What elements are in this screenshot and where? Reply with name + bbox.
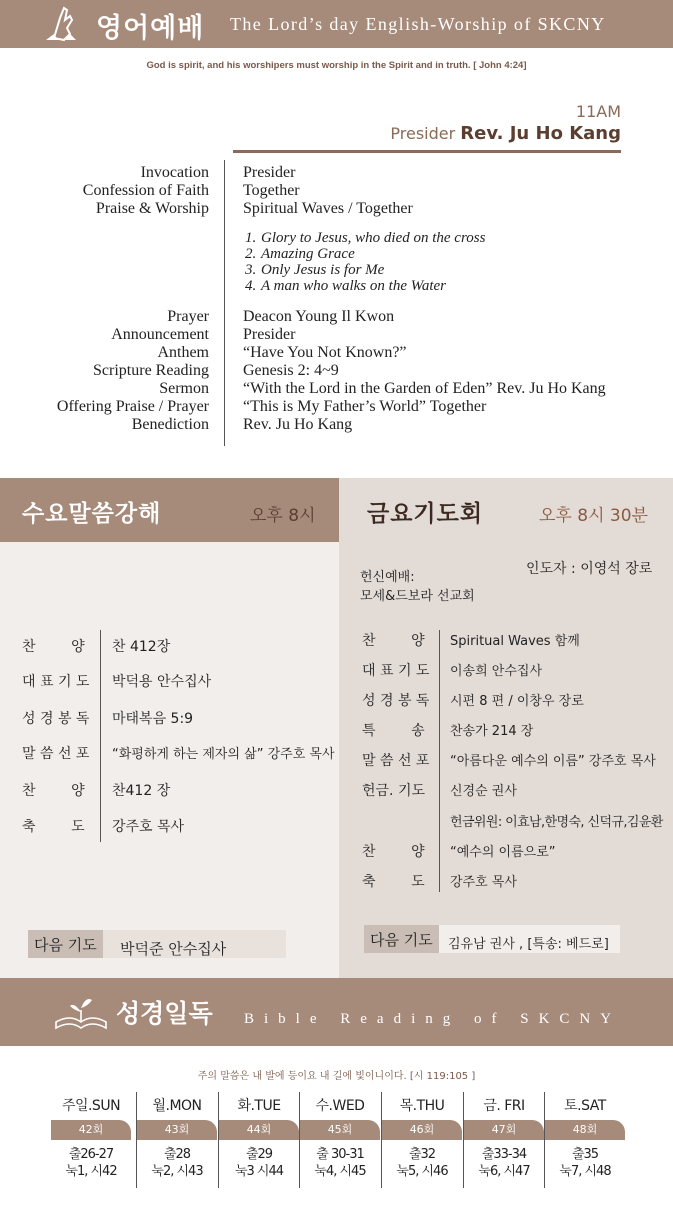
reading-line-2: 눅5, 시46 (396, 1164, 448, 1179)
wednesday-next-prayer (28, 930, 286, 958)
day-name: 금. FRI (483, 1098, 525, 1114)
order-leader: Together (243, 182, 300, 199)
reading-line-2: 눅6, 시47 (478, 1164, 530, 1179)
reading-day-thu (381, 1092, 463, 1192)
wed-row: 찬 양 (22, 783, 85, 799)
fri-row: 말 씀 선 포 (362, 753, 430, 769)
order-leader: Genesis 2: 4~9 (243, 362, 339, 379)
day-count: 44회 (219, 1120, 299, 1140)
next-prayer-label: 다음 기도 (364, 925, 439, 953)
reading-day-fri (463, 1092, 545, 1192)
presider-line (390, 123, 621, 144)
next-prayer-value: 김유남 권사 , [특송: 베드로] (448, 937, 609, 952)
wed-row-value: “화평하게 하는 제자의 삶” 강주호 목사 (112, 747, 335, 762)
reading-line-2: 눅3 시44 (234, 1164, 284, 1179)
order-items-bottom (57, 308, 209, 434)
wed-row: 말 씀 선 포 (22, 746, 90, 762)
friday-time: 오후 8시 30분 (539, 506, 648, 526)
order-leader: Presider (243, 164, 296, 181)
order-leaders-top (243, 164, 413, 218)
praying-hands-icon (40, 4, 84, 44)
day-name: 주일.SUN (61, 1098, 121, 1114)
fri-row: 성 경 봉 독 (362, 693, 430, 709)
reading-line-1: 출35 (571, 1147, 599, 1162)
wed-row-value: 박덕용 안수집사 (112, 674, 212, 690)
hymn-item: 2. Amazing Grace (245, 246, 355, 262)
bible-verse: 주의 말씀은 내 발에 등이요 내 길에 빛이니이다. [시 119:105 ] (197, 1071, 476, 1082)
reading-line-2: 눅2, 시43 (151, 1164, 203, 1179)
reading-day-mon (136, 1092, 218, 1192)
day-count: 48회 (545, 1120, 625, 1140)
order-items-top (83, 164, 209, 218)
day-name: 목.THU (399, 1098, 445, 1114)
friday-header (339, 478, 673, 542)
bible-reading-header (0, 978, 673, 1046)
order-leader: Presider (243, 326, 296, 343)
bible-reading-title-en: Bible Reading of SKCNY (244, 1011, 622, 1027)
service-time: 11AM (575, 102, 621, 121)
wednesday-divider (100, 630, 101, 842)
reading-line-2: 눅4, 시45 (314, 1164, 366, 1179)
fri-row-value: Spiritual Waves 함께 (450, 634, 580, 649)
reading-line-1: 출33-34 (481, 1147, 527, 1162)
order-leader: Deacon Young Il Kwon (243, 308, 395, 325)
day-count: 45회 (300, 1120, 380, 1140)
wed-row: 대 표 기 도 (22, 674, 90, 690)
order-leaders-bottom (243, 308, 606, 434)
fri-row-value: “아름다운 예수의 이름” 강주호 목사 (450, 754, 656, 769)
hymn-item: 1. Glory to Jesus, who died on the cross (245, 230, 486, 246)
fri-row-value: “예수의 이름으로” (450, 845, 556, 860)
reading-day-sat (544, 1092, 626, 1192)
bible-reading-title-ko: 성경일독 (116, 999, 213, 1028)
order-item: Anthem (157, 344, 209, 361)
friday-title: 금요기도회 (367, 501, 484, 527)
wednesday-header (0, 478, 339, 542)
hymn-item: 3. Only Jesus is for Me (245, 262, 385, 278)
presider-label: Presider (390, 124, 456, 143)
wed-row: 축 도 (22, 819, 85, 835)
order-item: Benediction (131, 416, 209, 433)
hymn-item: 4. A man who walks on the Water (245, 278, 447, 294)
day-count: 46회 (382, 1120, 462, 1140)
fri-row: 찬 양 (362, 633, 425, 649)
fri-row: 대 표 기 도 (362, 663, 430, 679)
reading-line-1: 출29 (245, 1147, 273, 1162)
next-prayer-label: 다음 기도 (28, 930, 103, 958)
header-bar (0, 0, 673, 48)
order-item: Invocation (140, 164, 209, 181)
fri-row: 특 송 (362, 723, 425, 739)
next-prayer-value: 박덕준 안수집사 (120, 940, 227, 958)
presider-name: Rev. Ju Ho Kang (460, 123, 621, 144)
fri-row-value: 시편 8 편 / 이창우 장로 (450, 694, 584, 709)
reading-line-1: 출28 (163, 1147, 191, 1162)
dedication-label: 헌신예배: (360, 570, 415, 585)
friday-divider (439, 630, 440, 892)
wed-row-value: 강주호 목사 (112, 819, 185, 835)
order-divider (224, 160, 225, 446)
reading-line-2: 눅7, 시48 (559, 1164, 611, 1179)
fri-row: 축 도 (362, 874, 425, 890)
order-leader: Spiritual Waves / Together (243, 200, 413, 217)
wed-row: 찬 양 (22, 639, 85, 655)
header-verse: God is spirit, and his worshipers must worship in the Spirit and in truth. [ John 4:24] (146, 60, 527, 71)
reading-line-1: 출32 (408, 1147, 436, 1162)
page-title-english: The Lord’s day English-Worship of SKCNY (230, 14, 606, 34)
wed-row-value: 찬 412장 (112, 639, 171, 655)
fri-row-value: 찬송가 214 장 (450, 724, 534, 739)
order-item: Announcement (111, 326, 209, 343)
order-item: Confession of Faith (82, 182, 209, 199)
fri-offering-committee: 헌금위원: 이효남,한명숙, 신덕규,김윤환 (450, 815, 663, 830)
reading-line-2: 눅1, 시42 (65, 1164, 117, 1179)
reading-day-wed (299, 1092, 381, 1192)
order-item: Prayer (167, 308, 209, 325)
fri-row: 헌금. 기도 (362, 783, 425, 799)
fri-row: 찬 양 (362, 844, 425, 860)
wed-row: 성 경 봉 독 (22, 711, 90, 727)
order-leader: “Have You Not Known?” (243, 344, 407, 361)
wednesday-time: 오후 8시 (250, 506, 316, 526)
fri-row-value: 신경순 권사 (450, 784, 517, 799)
day-name: 화.TUE (237, 1098, 281, 1114)
reading-day-sun (50, 1092, 132, 1192)
order-item: Sermon (159, 380, 209, 397)
order-leader: “This is My Father’s World” Together (243, 398, 487, 415)
day-count: 43회 (137, 1120, 217, 1140)
order-item: Scripture Reading (93, 362, 209, 379)
order-leader: Rev. Ju Ho Kang (243, 416, 353, 433)
fri-row-value: 이송희 안수집사 (450, 664, 543, 679)
dedication-value: 모세&드보라 선교회 (360, 589, 475, 604)
day-name: 수.WED (315, 1098, 365, 1114)
open-book-icon (52, 992, 110, 1032)
reading-day-tue (218, 1092, 300, 1192)
reading-line-1: 출 30-31 (316, 1147, 364, 1162)
divider (233, 150, 621, 153)
order-leader: “With the Lord in the Garden of Eden” Rev. Ju Ho Kang (243, 380, 606, 397)
friday-next-prayer (364, 925, 620, 953)
day-count: 47회 (464, 1120, 544, 1140)
wednesday-title: 수요말씀강해 (22, 501, 162, 527)
order-item: Praise & Worship (95, 200, 209, 217)
day-name: 월.MON (152, 1098, 202, 1114)
wed-row-value: 마태복음 5:9 (112, 711, 194, 727)
fri-row-value: 강주호 목사 (450, 875, 517, 890)
page-title-korean: 영어예배 (96, 13, 205, 44)
day-count: 42회 (51, 1120, 131, 1140)
order-item: Offering Praise / Prayer (56, 398, 209, 415)
reading-line-1: 출26-27 (68, 1147, 114, 1162)
hymn-list (245, 230, 485, 294)
friday-leader: 인도자 : 이영석 장로 (526, 561, 653, 577)
day-name: 토.SAT (564, 1098, 606, 1114)
wed-row-value: 찬412 장 (112, 783, 171, 799)
